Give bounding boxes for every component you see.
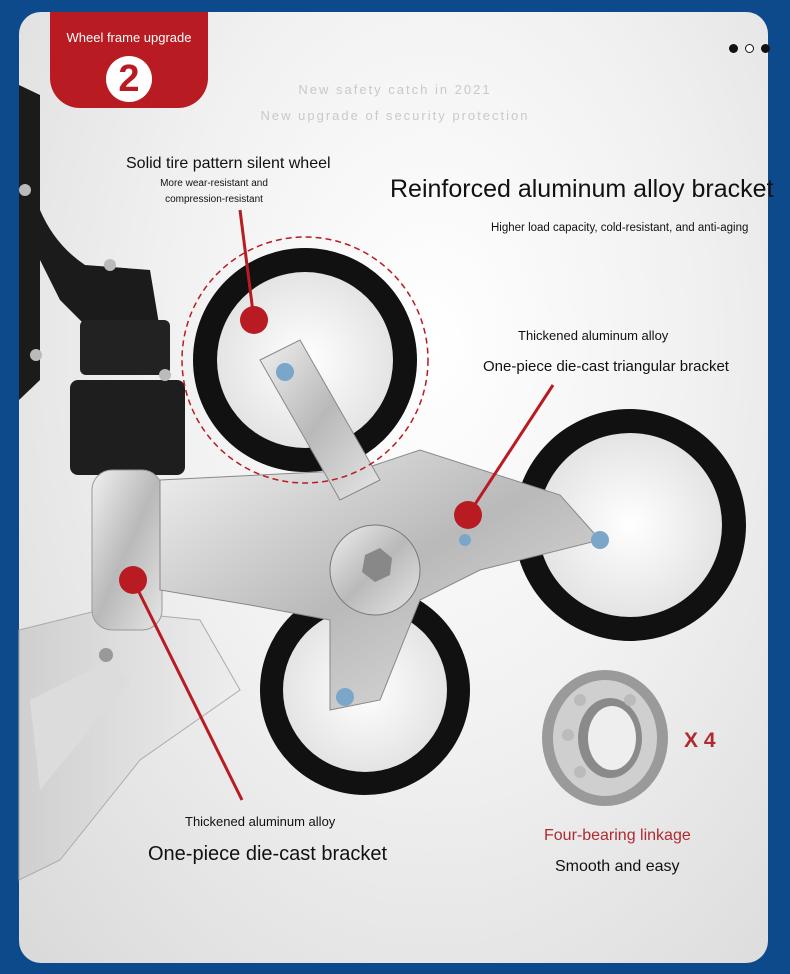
axle-post bbox=[92, 470, 162, 630]
frame-socket bbox=[70, 380, 185, 475]
wheel-callout-desc-1: More wear-resistant and bbox=[160, 178, 268, 189]
callout-dot-diecast bbox=[119, 566, 147, 594]
triangle-callout-label: Thickened aluminum alloy bbox=[518, 328, 669, 343]
bearing-count: X 4 bbox=[684, 729, 716, 752]
badge-title: Wheel frame upgrade bbox=[66, 30, 192, 45]
frame-joint bbox=[80, 320, 170, 375]
bracket-callout-desc: Higher load capacity, cold-resistant, and anti-aging bbox=[491, 222, 749, 234]
carousel-dot-3[interactable] bbox=[761, 44, 770, 53]
wheel-callout-desc-2: compression-resistant bbox=[165, 194, 263, 205]
callout-dot-triangle bbox=[454, 501, 482, 529]
diecast-callout-title: One-piece die-cast bracket bbox=[148, 843, 388, 865]
badge-number: 2 bbox=[106, 56, 152, 102]
bearing-icon bbox=[542, 670, 668, 806]
subtitle-line-1: New safety catch in 2021 bbox=[298, 82, 492, 97]
carousel-dots bbox=[729, 44, 770, 53]
wheel-callout-title: Solid tire pattern silent wheel bbox=[126, 155, 331, 172]
bearing-title: Four-bearing linkage bbox=[544, 827, 691, 844]
carousel-dot-2[interactable] bbox=[745, 44, 754, 53]
triangle-callout-title: One-piece die-cast triangular bracket bbox=[483, 358, 729, 375]
callout-dot-wheel bbox=[240, 306, 268, 334]
subtitle-line-2: New upgrade of security protection bbox=[260, 108, 530, 123]
bearing-desc: Smooth and easy bbox=[555, 858, 680, 875]
diecast-callout-label: Thickened aluminum alloy bbox=[185, 814, 336, 829]
bracket-callout-title: Reinforced aluminum alloy bracket bbox=[390, 175, 774, 203]
carousel-dot-1[interactable] bbox=[729, 44, 738, 53]
